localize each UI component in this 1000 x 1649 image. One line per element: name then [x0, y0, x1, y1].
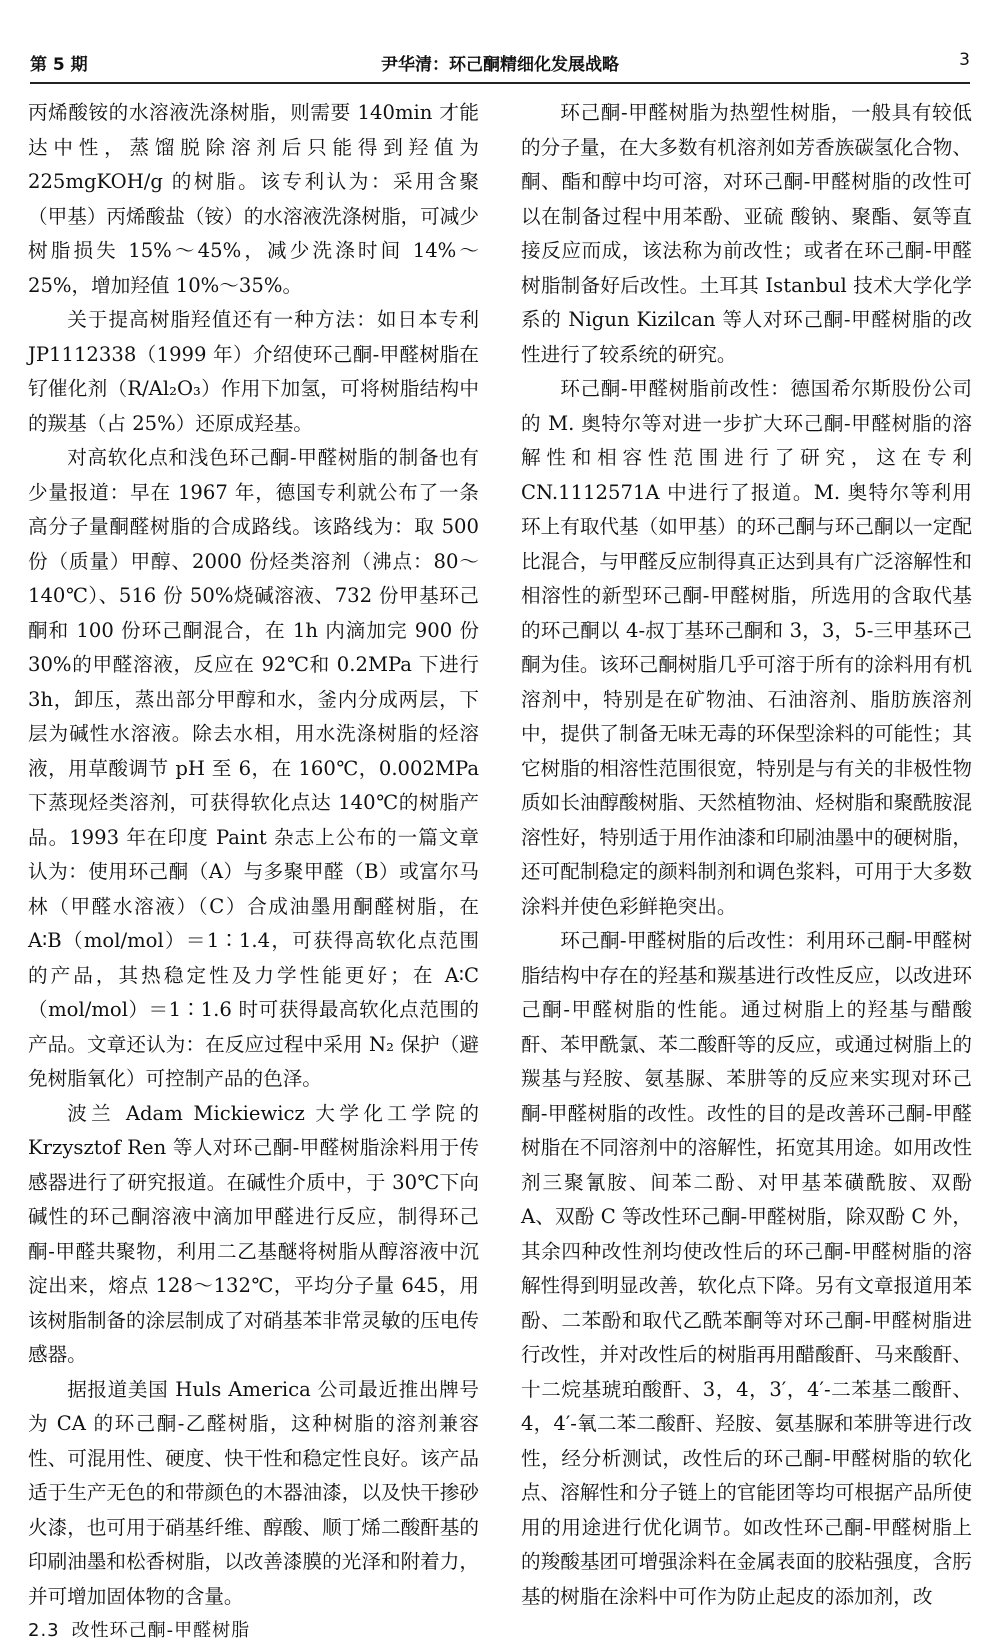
body-paragraph: 环己酮-甲醛树脂的后改性：利用环己酮-甲醛树脂结构中存在的羟基和羰基进行改性反应，以改进环己酮-甲醛树脂的性能。通过树脂上的羟基与醋酸酐、苯甲酰氯、苯二酸酐等的反应，或通过树脂上的羰基与羟胺、氨基脲、苯肼等的反应来实现对环己酮-甲醛树脂的改性。改性的目的是改善环己酮-甲醛树脂在不同溶剂中的溶解性，拓宽其用途。如用改性剂三聚氰胺、间苯二酚、对甲基苯磺酰胺、双酚 A、双酚 C 等改性环己酮-甲醛树脂，除双酚 C 外，其余四种改性剂均使改性后的环己酮-甲醛树脂的溶解性得到明显改善，软化点下降。另有文章报道用苯酚、二苯酚和取代乙酰苯酮等对环己酮-甲醛树脂进行改性，并对改性后的树脂再用醋酸酐、马来酸酐、十二烷基琥珀酸酐、3，4，3′，4′-二苯基二酸酐、4，4′-氧二苯二酸酐、羟胺、氨基脲和苯肼等进行改性，经分析测试，改性后的环己酮-甲醛树脂的软化点、溶解性和分子链上的官能团等均可根据产品所使用的用途进行优化调节。如改性环己酮-甲醛树脂上的羧酸基团可增强涂料在金属表面的胶粘强度，含肟基的树脂在涂料中可作为防止起皮的添加剂，改 — [521, 929, 972, 1608]
body-paragraph: 环己酮-甲醛树脂前改性：德国希尔斯股份公司的 M. 奥特尔等对进一步扩大环己酮-甲醛树脂的溶解性和相容性范围进行了研究，这在专利 CN.1112571A 中进行了报道。M. 奥特尔等利用环上有取代基（如甲基）的环己酮与环己酮以一定配比混合，与甲醛反应制得真正达到具有广泛溶解性和相溶性的新型环己酮-甲醛树脂，所选用的含取代基的环己酮以 4-叔丁基环己酮和 3，3，5-三甲基环己酮为佳。该环己酮树脂几乎可溶于所有的涂料用有机溶剂中，特别是在矿物油、石油溶剂、脂肪族溶剂中，提供了制备无味无毒的环保型涂料的可能性；其它树脂的相溶性范围很宽，特别是与有关的非极性物质如长油醇酸树脂、天然植物油、烃树脂和聚酰胺混溶性好，特别适于用作油漆和印刷油墨中的硬树脂，还可配制稳定的颜料制剂和调色浆料，可用于大多数涂料并使色彩鲜艳突出。 — [521, 377, 972, 918]
body-paragraph: 环己酮-甲醛树脂为热塑性树脂，一般具有较低的分子量，在大多数有机溶剂如芳香族碳氢化合物、酮、酯和醇中均可溶，对环己酮-甲醛树脂的改性可以在制备过程中用苯酚、亚硫 酸钠、聚酯、氨等直接反应而成，该法称为前改性；或者在环己酮-甲醛树脂制备好后改性。土耳其 Istanbul 技术大学化学系的 Nigun Kizilcan 等人对环己酮-甲醛树脂的改性进行了较系统的研究。 — [521, 101, 972, 366]
page-number: 3 — [959, 50, 970, 70]
section-number: 2.3 — [28, 1620, 60, 1641]
body-paragraph: 对高软化点和浅色环己酮-甲醛树脂的制备也有少量报道：早在 1967 年，德国专利就公布了一条高分子量酮醛树脂的合成路线。该路线为：取 500 份（质量）甲醇、2000 份烃类溶剂（沸点：80～140℃）、516 份 50%烧碱溶液、732 份甲基环己酮和 100 份环己酮混合，在 1h 内滴加完 900 份 30%的甲醛溶液，反应在 92℃和 0.2MPa 下进行 3h，卸压，蒸出部分甲醇和水，釜内分成两层，下层为碱性水溶液。除去水相，用水洗涤树脂的烃溶液，用草酸调节 pH 至 6，在 160℃，0.002MPa 下蒸现烃类溶剂，可获得软化点达 140℃的树脂产品。1993 年在印度 Paint 杂志上公布的一篇文章认为：使用环己酮（A）与多聚甲醛（B）或富尔马林（甲醛水溶液）（C）合成油墨用酮醛树脂，在 A∶B（mol/mol）＝1∶1.4，可获得高软化点范围的产品，其热稳定性及力学性能更好；在 A∶C（mol/mol）＝1∶1.6 时可获得最高软化点范围的产品。文章还认为：在反应过程中采用 N₂ 保护（避免树脂氧化）可控制产品的色泽。 — [28, 446, 479, 1090]
right-column — [521, 96, 972, 1614]
body-paragraph: 波兰 Adam Mickiewicz 大学化工学院的 Krzysztof Ren 等人对环己酮-甲醛树脂涂料用于传感器进行了研究报道。在碱性介质中，于 30℃下向碱性的环己酮溶液中滴加甲醛进行反应，制得环己酮-甲醛共聚物，利用二乙基醚将树脂从醇溶液中沉淀出来，熔点 128～132℃，平均分子量 645，用该树脂制备的涂层制成了对硝基苯非常灵敏的压电传感器。 — [28, 1101, 479, 1366]
body-paragraph: 丙烯酸铵的水溶液洗涤树脂，则需要 140min 才能达中性，蒸馏脱除溶剂后只能得到羟值为 225mgKOH/g 的树脂。该专利认为：采用含聚（甲基）丙烯酸盐（铵）的水溶液洗涤树脂，可减少树脂损失 15%～45%，减少洗涤时间 14%～25%，增加羟值 10%～35%。 — [28, 101, 479, 297]
section-title: 改性环己酮-甲醛树脂 — [71, 1620, 251, 1641]
running-header — [30, 42, 970, 84]
left-column — [28, 96, 479, 1649]
running-title: 尹华清：环己酮精细化发展战略 — [381, 55, 619, 75]
section-heading — [28, 1614, 479, 1649]
body-paragraph: 据报道美国 Huls America 公司最近推出牌号为 CA 的环己酮-乙醛树脂，这种树脂的溶剂兼容性、可混用性、硬度、快干性和稳定性良好。该产品适于生产无色的和带颜色的木器油漆，以及快干掺砂火漆，也可用于硝基纤维、醇酸、顺丁烯二酸酐基的印刷油墨和松香树脂，以改善漆膜的光泽和附着力，并可增加固体物的含量。 — [28, 1377, 479, 1608]
issue-number: 第 5 期 — [30, 55, 88, 75]
body-paragraph: 关于提高树脂羟值还有一种方法：如日本专利 JP1112338（1999 年）介绍使环己酮-甲醛树脂在钌催化剂（R/Al₂O₃）作用下加氢，可将树脂结构中的羰基（占 25%）还原成羟基。 — [28, 308, 479, 435]
